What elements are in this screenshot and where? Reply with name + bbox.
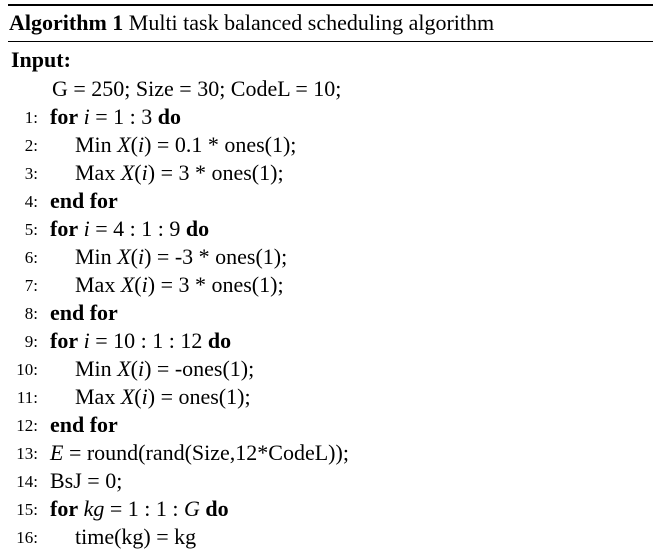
line-number: 11: — [16, 388, 38, 407]
algo-line-9 — [0, 327, 657, 355]
line-code: Min X(i) = 0.1 * ones(1); — [75, 132, 297, 157]
algo-line-14 — [0, 467, 657, 495]
input-keyword: Input: — [11, 47, 71, 72]
top-rule — [8, 4, 653, 6]
algo-line-11 — [0, 383, 657, 411]
line-code: for kg = 1 : 1 : G do — [50, 496, 229, 521]
line-code: end for — [50, 300, 118, 325]
line-code: E = round(rand(Size,12*CodeL)); — [50, 440, 349, 465]
input-values: G = 250; Size = 30; CodeL = 10; — [52, 76, 342, 101]
line-number: 15: — [16, 500, 38, 519]
line-code: Min X(i) = -3 * ones(1); — [75, 244, 288, 269]
algo-line-10 — [0, 355, 657, 383]
algo-line-7 — [0, 271, 657, 299]
algo-line-1 — [0, 103, 657, 131]
line-number: 3: — [24, 164, 38, 183]
algo-line-8 — [0, 299, 657, 327]
algo-line-16 — [0, 523, 657, 551]
algorithm-caption — [9, 9, 494, 37]
algo-line-2 — [0, 131, 657, 159]
line-number: 2: — [24, 136, 38, 155]
algo-line-3 — [0, 159, 657, 187]
algo-line-15 — [0, 495, 657, 523]
algo-line-13 — [0, 439, 657, 467]
line-code: end for — [50, 188, 118, 213]
line-number: 9: — [24, 332, 38, 351]
line-number: 16: — [16, 528, 38, 547]
line-code: time(kg) = kg — [75, 524, 197, 549]
line-number: 14: — [16, 472, 38, 491]
line-number: 13: — [16, 444, 38, 463]
line-code: end for — [50, 412, 118, 437]
line-code: Max X(i) = 3 * ones(1); — [75, 272, 284, 297]
algorithm-label: Algorithm 1 — [9, 10, 124, 35]
line-number: 8: — [24, 304, 38, 323]
line-code: for i = 1 : 3 do — [50, 104, 181, 129]
line-code: Min X(i) = -ones(1); — [75, 356, 255, 381]
line-code: Max X(i) = ones(1); — [75, 384, 251, 409]
algo-line-4 — [0, 187, 657, 215]
line-code: BsJ = 0; — [50, 468, 123, 493]
line-number: 1: — [24, 108, 38, 127]
line-number: 5: — [24, 220, 38, 239]
line-number: 10: — [16, 360, 38, 379]
line-code: Max X(i) = 3 * ones(1); — [75, 160, 284, 185]
caption-rule — [8, 41, 653, 42]
line-number: 7: — [24, 276, 38, 295]
algorithm-title: Multi task balanced scheduling algorithm — [128, 10, 495, 35]
algo-line-5 — [0, 215, 657, 243]
algo-line-12 — [0, 411, 657, 439]
line-number: 6: — [24, 248, 38, 267]
line-code: for i = 4 : 1 : 9 do — [50, 216, 210, 241]
line-number: 12: — [16, 416, 38, 435]
algo-line-6 — [0, 243, 657, 271]
line-number: 4: — [24, 192, 38, 211]
line-code: for i = 10 : 1 : 12 do — [50, 328, 232, 353]
